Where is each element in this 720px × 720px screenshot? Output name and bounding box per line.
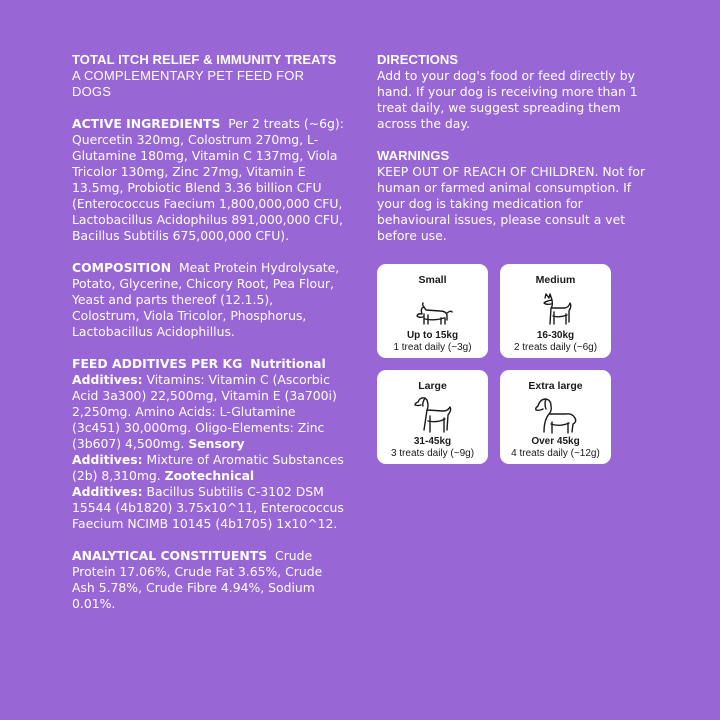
card-weight: Up to 15kg: [406, 330, 459, 341]
product-title: TOTAL ITCH RELIEF & IMMUNITY TREATS: [72, 52, 337, 67]
sensory-additives-text: Mixture of Aromatic Substances (2b) 8,310mg.: [72, 452, 344, 483]
card-size-label: Small: [418, 274, 447, 286]
composition-section: [72, 260, 344, 340]
warnings-text: KEEP OUT OF REACH OF CHILDREN. Not for human or farmed animal consumption. If your dog is taking medication for behavioural issues, please consult a vet before use.: [377, 164, 646, 243]
large-dog-icon: [377, 392, 488, 436]
card-weight: 16-30kg: [536, 330, 575, 341]
card-size-label: Extra large: [528, 380, 583, 392]
active-ingredients-text: Per 2 treats (~6g): Quercetin 320mg, Colostrum 270mg, L-Glutamine 180mg, Vitamin C 137mg, Viola Tricolor 130mg, Zinc 27mg, Vitamin E 13.5mg, Probiotic Blend 3.36 billion CFU (Enterococcus Faecium 1,800,000,000 CFU, Lactobacillus Acidophilus 891,000,000 CFU, Bacillus Subtilis 675,000,000 CFU).: [72, 116, 344, 243]
nutritional-additives-text: Vitamins: Vitamin C (Ascorbic Acid 3a300) 22,500mg, Vitamin E (3a700i) 2,250mg. Amino Acids: L-Glutamine (3c451) 30,000mg. Oligo-Elements: Zinc (3b607) 4,500mg.: [72, 372, 337, 451]
analytical-constituents-heading: ANALYTICAL CONSTITUENTS: [72, 548, 268, 563]
warnings-heading: WARNINGS: [377, 148, 450, 163]
feeding-card-extra-large: [500, 370, 611, 464]
product-header: [72, 52, 344, 100]
card-weight: Over 45kg: [531, 436, 580, 447]
nutritional-additives-label: Nutritional Additives:: [72, 356, 326, 387]
composition-text: Meat Protein Hydrolysate, Potato, Glycerine, Chicory Root, Pea Flour, Yeast and parts thereof (12.1.5), Colostrum, Viola Tricolor, Phosphorus, Lactobacillus Acidophillus.: [72, 260, 340, 339]
product-subtitle: A COMPLEMENTARY PET FEED FOR DOGS: [72, 68, 305, 99]
directions-text: Add to your dog's food or feed directly by hand. If your dog is receiving more than 1 treat daily, we suggest spreading them across the day.: [377, 68, 638, 131]
analytical-constituents-text: Crude Protein 17.06%, Crude Fat 3.65%, Crude Ash 5.78%, Crude Fibre 4.94%, Sodium 0.01%.: [72, 548, 323, 611]
card-dose: 1 treat daily (~3g): [393, 342, 472, 353]
feed-additives-section: [72, 356, 344, 532]
card-size-label: Large: [418, 380, 447, 392]
card-size-label: Medium: [535, 274, 576, 286]
feeding-card-large: [377, 370, 488, 464]
composition-heading: COMPOSITION: [72, 260, 172, 275]
left-column: [72, 52, 344, 628]
right-column: [377, 52, 651, 260]
card-dose: 2 treats daily (~6g): [513, 342, 598, 353]
zootechnical-additives-text: Bacillus Subtilis C-3102 DSM 15544 (4b1820) 3.75x10^11, Enterococcus Faecium NCIMB 10145 (4b1705) 1x10^12.: [72, 484, 344, 531]
small-dog-icon: [377, 286, 488, 330]
active-ingredients-section: [72, 116, 344, 244]
feeding-card-medium: [500, 264, 611, 358]
medium-dog-icon: [500, 286, 611, 330]
extra-large-dog-icon: [500, 392, 611, 436]
directions-heading: DIRECTIONS: [377, 52, 459, 67]
feeding-card-small: [377, 264, 488, 358]
directions-section: [377, 52, 651, 132]
active-ingredients-heading: ACTIVE INGREDIENTS: [72, 116, 221, 131]
analytical-constituents-section: [72, 548, 344, 612]
sensory-additives-label: Sensory Additives:: [72, 436, 245, 467]
warnings-section: [377, 148, 651, 244]
feeding-guide-grid: [377, 264, 613, 464]
card-dose: 4 treats daily (~12g): [511, 448, 600, 459]
card-weight: 31-45kg: [413, 436, 452, 447]
card-dose: 3 treats daily (~9g): [390, 448, 475, 459]
feed-additives-heading: FEED ADDITIVES PER KG: [72, 356, 243, 371]
zootechnical-additives-label: Zootechnical Additives:: [72, 468, 255, 499]
